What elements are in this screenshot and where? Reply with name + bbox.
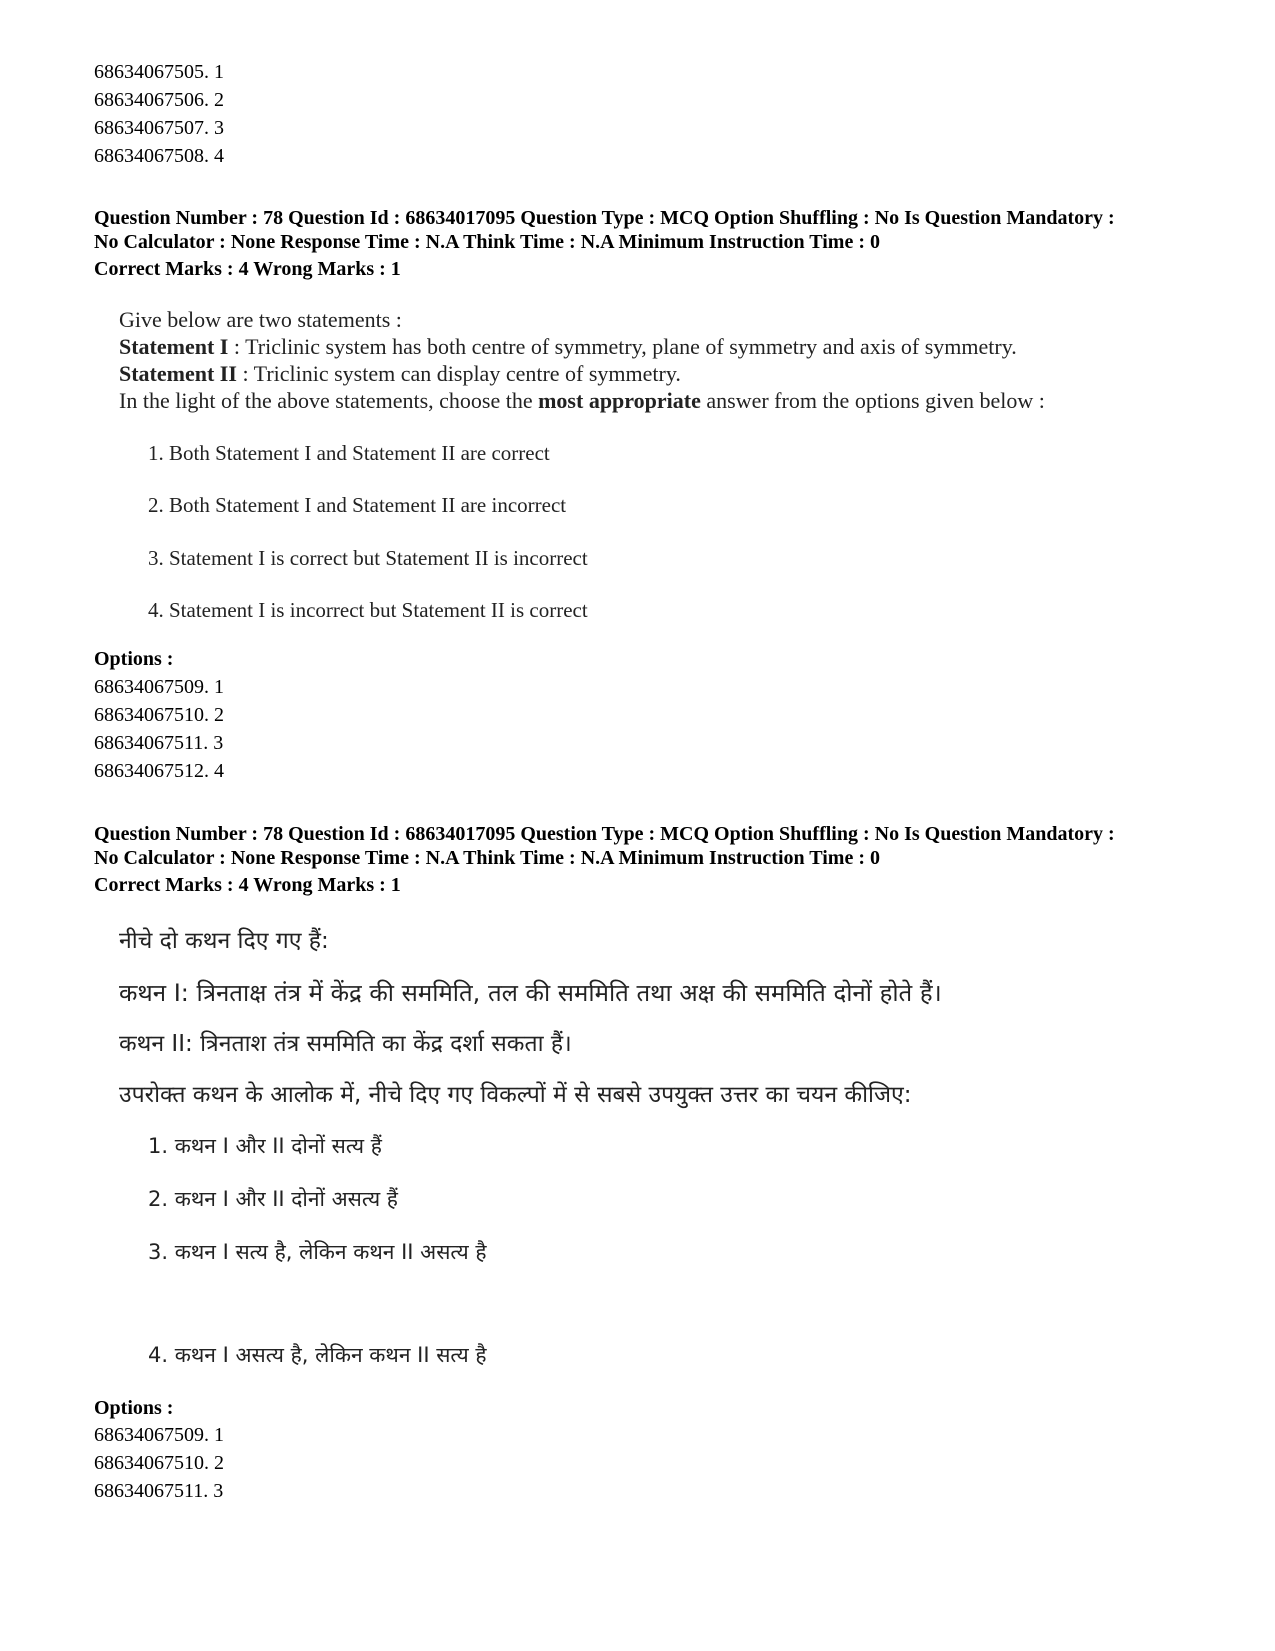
question-header-line-2: No Calculator : None Response Time : N.A Think Time : N.A Minimum Instruction Time : 0 — [94, 847, 880, 869]
answer-choice-3: 3. Statement I is correct but Statement II is incorrect — [148, 546, 588, 570]
options-label: Options : — [94, 648, 174, 670]
option-line: 68634067511. 3 — [94, 1480, 224, 1502]
answer-choice-1: 1. Both Statement I and Statement II are correct — [148, 441, 550, 465]
statement-2-text: : Triclinic system can display centre of symmetry. — [236, 361, 681, 386]
option-line: 68634067512. 4 — [94, 760, 224, 782]
statement-1 — [119, 333, 1017, 361]
option-line: 68634067507. 3 — [94, 117, 224, 139]
question-header-line-1: Question Number : 78 Question Id : 68634017095 Question Type : MCQ Option Shuffling : No Is Question Mandatory : — [94, 823, 1115, 845]
instruction-post: answer from the options given below : — [700, 388, 1045, 413]
answer-choice-3: 3. कथन I सत्य है, लेकिन कथन II असत्य है — [148, 1240, 487, 1264]
question-instruction — [119, 387, 1045, 415]
answer-choice-4: 4. Statement I is incorrect but Statement II is correct — [148, 598, 588, 622]
answer-choice-2: 2. कथन I और II दोनों असत्य हैं — [148, 1187, 398, 1211]
question-header-line-1: Question Number : 78 Question Id : 68634017095 Question Type : MCQ Option Shuffling : No Is Question Mandatory : — [94, 207, 1115, 229]
answer-choice-2: 2. Both Statement I and Statement II are incorrect — [148, 493, 567, 517]
question-instruction: उपरोक्त कथन के आलोक में, नीचे दिए गए विकल्पों में से सबसे उपयुक्त उत्तर का चयन कीजिए: — [119, 1082, 912, 1108]
question-header-line-2: No Calculator : None Response Time : N.A Think Time : N.A Minimum Instruction Time : 0 — [94, 231, 880, 253]
option-line: 68634067508. 4 — [94, 145, 224, 167]
statement-2-label: Statement II — [119, 361, 237, 386]
instruction-bold: most appropriate — [538, 388, 701, 413]
option-line: 68634067510. 2 — [94, 1452, 224, 1474]
option-line: 68634067511. 3 — [94, 732, 224, 754]
option-line: 68634067510. 2 — [94, 704, 224, 726]
answer-choice-1: 1. कथन I और II दोनों सत्य हैं — [148, 1134, 382, 1158]
question-marks: Correct Marks : 4 Wrong Marks : 1 — [94, 258, 401, 280]
statement-1: कथन I: त्रिनताक्ष तंत्र में केंद्र की सममिति, तल की सममिति तथा अक्ष की सममिति दोनों होते हैं। — [119, 979, 942, 1007]
options-label: Options : — [94, 1397, 174, 1419]
question-intro: Give below are two statements : — [119, 307, 402, 332]
statement-2 — [119, 360, 681, 388]
option-line: 68634067509. 1 — [94, 1424, 224, 1446]
statement-2: कथन II: त्रिनताश तंत्र सममिति का केंद्र दर्शा सकता हैं। — [119, 1031, 572, 1057]
answer-choice-4: 4. कथन I असत्य है, लेकिन कथन II सत्य है — [148, 1343, 487, 1367]
instruction-pre: In the light of the above statements, choose the — [119, 388, 539, 413]
statement-1-label: Statement I — [119, 334, 229, 359]
option-line: 68634067509. 1 — [94, 676, 224, 698]
statement-1-text: : Triclinic system has both centre of symmetry, plane of symmetry and axis of symmetry. — [228, 334, 1017, 359]
option-line: 68634067505. 1 — [94, 61, 224, 83]
question-intro: नीचे दो कथन दिए गए हैं: — [119, 928, 329, 954]
option-line: 68634067506. 2 — [94, 89, 224, 111]
question-marks: Correct Marks : 4 Wrong Marks : 1 — [94, 874, 401, 896]
